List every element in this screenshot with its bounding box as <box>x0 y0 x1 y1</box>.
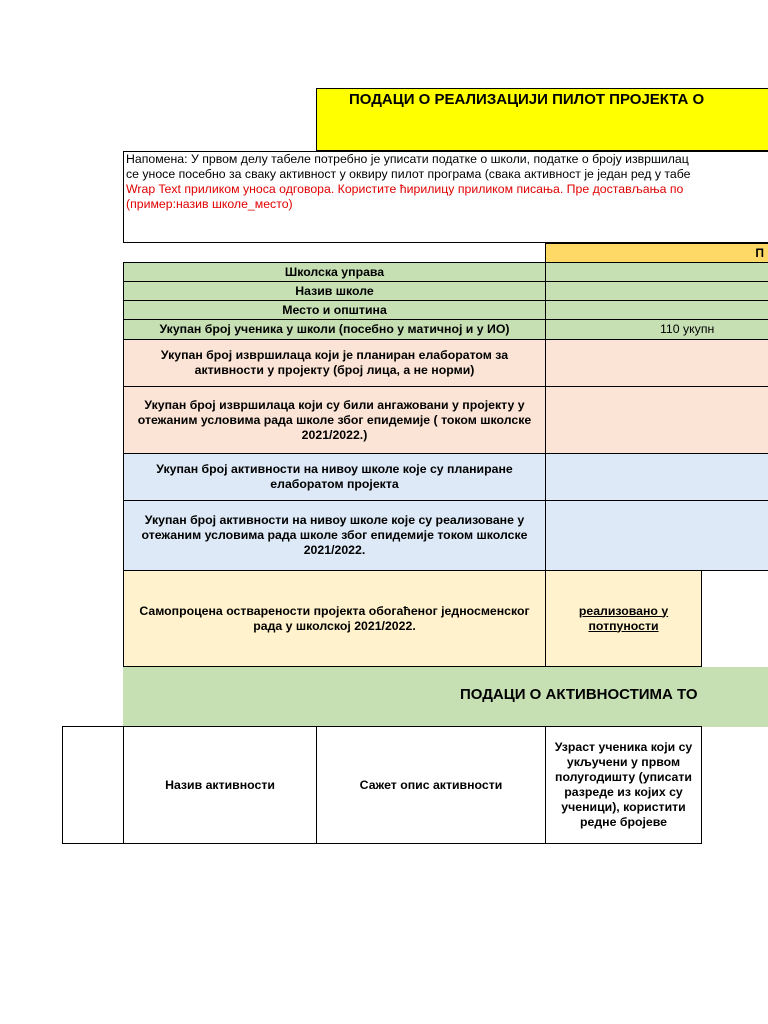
note-line-1: Напомена: У првом делу табеле потребно је уписати податке о школи, податке о броју извршилац <box>126 152 689 166</box>
activity-description-header: Сажет опис активности <box>316 726 546 844</box>
planned-activities-label: Укупан број активности на нивоу школе које су планиране елаборатом пројекта <box>123 453 546 501</box>
place-value[interactable] <box>545 300 768 320</box>
students-label: Укупан број ученика у школи (посебно у матичној и у ИО) <box>123 319 546 340</box>
school-admin-value[interactable] <box>545 262 768 282</box>
realized-activities-label: Укупан број активности на нивоу школе које су реализоване у отежаним условима рада школе због епидемије током школске 2021/2022. <box>123 500 546 571</box>
sheet-title-cell[interactable] <box>316 88 768 151</box>
section2-header-cell[interactable] <box>123 667 768 727</box>
row-number-header[interactable] <box>62 726 124 844</box>
place-label: Место и општина <box>123 300 546 320</box>
planned-staff-label: Укупан број извршилаца који је планиран елаборатом за активности у пројекту (број лица, а не норми) <box>123 339 546 387</box>
planned-activities-value[interactable] <box>545 453 768 501</box>
note-line-2: се уносе посебно за сваку активност у оквиру пилот програма (свака активност је један ред у табе <box>126 167 691 181</box>
section2-title: ПОДАЦИ О АКТИВНОСТИМА ТО <box>460 686 698 703</box>
note-line-3: Wrap Text приликом уноса одговора. Користите ћирилицу приликом писања. Пре достављања по <box>126 182 684 196</box>
engaged-staff-label: Укупан број извршилаца који су били ангажовани у пројекту у отежаним условима рада школе због епидемије ( током школске 2021/2022.) <box>123 386 546 454</box>
activity-name-header: Назив активности <box>123 726 317 844</box>
school-name-value[interactable] <box>545 281 768 301</box>
realized-activities-value[interactable] <box>545 500 768 571</box>
engaged-staff-value[interactable] <box>545 386 768 454</box>
student-age-header: Узраст ученика који су укључени у првом полугодишту (уписати разреде из којих су ученици), користити редне бројеве <box>545 726 702 844</box>
school-admin-label: Школска управа <box>123 262 546 282</box>
planned-staff-value[interactable] <box>545 339 768 387</box>
note-line-4: (пример:назив школе_место) <box>126 197 293 211</box>
self-assessment-dropdown[interactable]: реализовано у потпуности <box>545 570 702 667</box>
students-value: 110 укупн <box>660 322 715 336</box>
school-name-label: Назив школе <box>123 281 546 301</box>
note-cell[interactable] <box>123 151 768 243</box>
self-assessment-label: Самопроцена остварености пројекта обогаћеног једносменског рада у школској 2021/2022. <box>123 570 546 667</box>
students-value-cell[interactable] <box>545 319 768 340</box>
values-header-label: П <box>755 246 764 260</box>
values-header-cell[interactable] <box>545 243 768 262</box>
sheet-title: ПОДАЦИ О РЕАЛИЗАЦИЈИ ПИЛОТ ПРОЈЕКТА О <box>349 91 705 108</box>
